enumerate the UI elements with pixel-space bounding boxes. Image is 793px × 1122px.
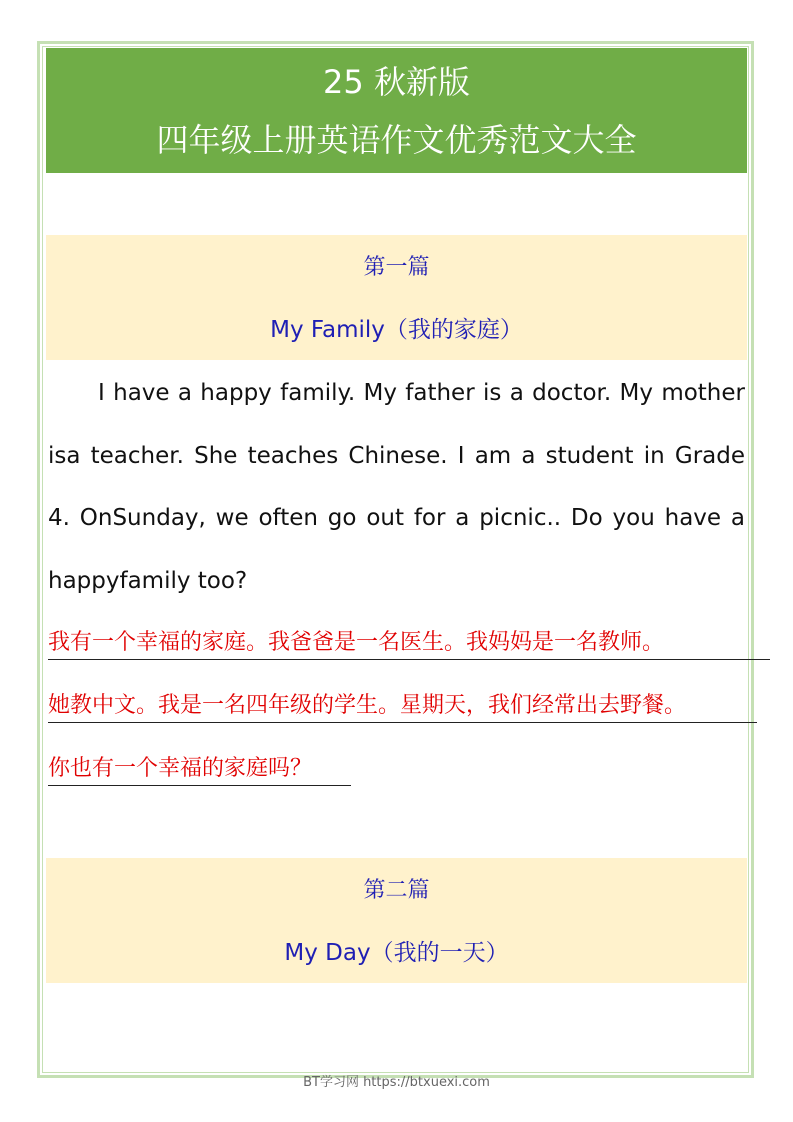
title-banner <box>46 48 747 173</box>
document-title: 四年级上册英语作文优秀范文大全 <box>156 121 637 159</box>
chinese-translation-line: 我有一个幸福的家庭。我爸爸是一名医生。我妈妈是一名教师。 <box>48 628 770 660</box>
chinese-translation-line: 她教中文。我是一名四年级的学生。星期天，我们经常出去野餐。 <box>48 691 757 723</box>
section-title: My Family（我的家庭） <box>270 317 523 343</box>
section-header-1 <box>46 235 747 360</box>
section-title: My Day（我的一天） <box>284 940 509 966</box>
title-edition: 25 秋新版 <box>323 63 470 101</box>
english-essay-paragraph: I have a happy family. My father is a doctor. My mother isa teacher. She teaches Chinese. I am a student in Grade 4. OnSunday, we often go out for a picnic.. Do you have a happyfamily too? <box>48 380 745 594</box>
section-header-2 <box>46 858 747 983</box>
footer-watermark: BT学习网 https://btxuexi.com <box>303 1075 490 1090</box>
section-number: 第一篇 <box>363 255 430 280</box>
chinese-translation-line: 你也有一个幸福的家庭吗？ <box>48 754 351 786</box>
section-number: 第二篇 <box>363 878 430 903</box>
